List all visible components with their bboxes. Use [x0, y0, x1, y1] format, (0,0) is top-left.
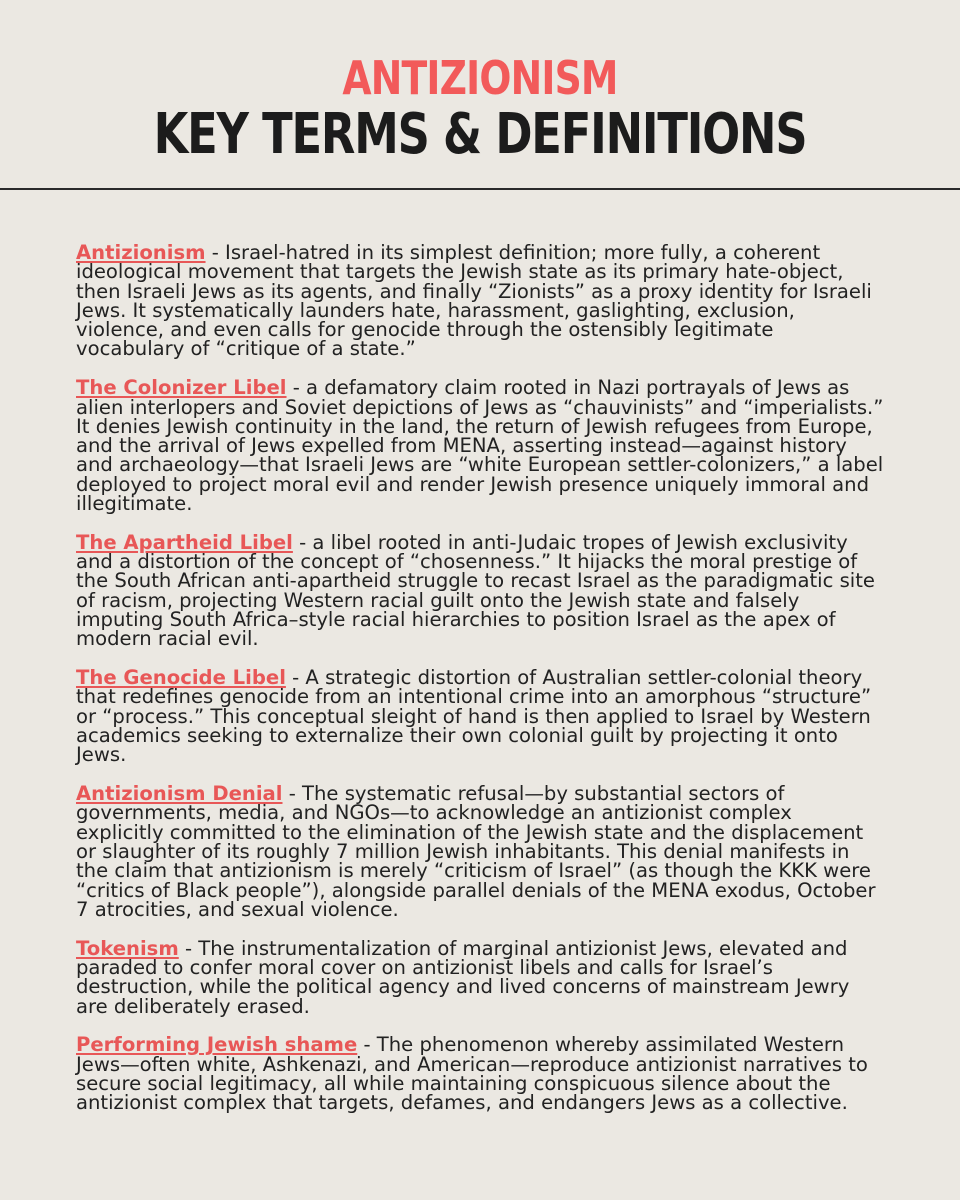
term-genocide-libel: The Genocide Libel: [76, 666, 286, 690]
definition-entry-antizionism: [76, 243, 884, 359]
header: [0, 52, 960, 166]
term-colonizer-libel: The Colonizer Libel: [76, 376, 287, 400]
definition-entry-colonizer-libel: [76, 376, 884, 516]
header-divider: [0, 188, 960, 190]
definition-text: - Israel-hatred in its simplest definition; more fully, a coherent ideological movement that targets the Jewish state as its primary hate-object, then Israeli Jews as its agents, and finally “Zionists” as a proxy identity for Israeli Jews. It systematically launders hate, harassment, gaslighting, exclusion, violence, and even calls for genocide through the ostensibly legitimate vocabulary of “critique of a state.”: [76, 241, 872, 361]
term-antizionism-denial: Antizionism Denial: [76, 782, 283, 806]
term-antizionism: Antizionism: [76, 241, 206, 264]
term-performing-jewish-shame: Performing Jewish shame: [76, 1033, 358, 1057]
definition-entry-antizionism-denial: [76, 784, 884, 919]
title-accent: ANTIZIONISM: [342, 51, 618, 105]
term-tokenism: Tokenism: [76, 936, 179, 960]
definition-text: - The instrumentalization of marginal antizionist Jews, elevated and paraded to confer moral cover on antizionist libels and calls for Israel’s destruction, while the political agency and lived concerns of mainstream Jewry are deliberately erased.: [76, 936, 850, 1018]
definition-text: - a defamatory claim rooted in Nazi portrayals of Jews as alien interlopers and Soviet depictions of Jews as “chauvinists” and “imperialists.” It denies Jewish continuity in the land, the return of Jewish refugees from Europe, and the arrival of Jews expelled from MENA, asserting instead—against history and archaeology—that Israeli Jews are “white European settler-colonizers,” a label deployed to project moral evil and render Jewish presence uniquely immoral and illegitimate.: [76, 376, 884, 516]
definition-text: - The systematic refusal—by substantial sectors of governments, media, and NGOs—to acknowledge an antizionist complex explicitly committed to the elimination of the Jewish state and the displacement or slaughter of its roughly 7 million Jewish inhabitants. This denial manifests in the claim that antizionism is merely “criticism of Israel” (as though the KKK were “critics of Black people”), alongside parallel denials of the MENA exodus, October 7 atrocities, and sexual violence.: [76, 782, 876, 921]
definition-entry-apartheid-libel: [76, 530, 884, 651]
term-apartheid-libel: The Apartheid Libel: [76, 530, 293, 554]
definition-entry-performing-jewish-shame: [76, 1033, 884, 1115]
definition-text: - A strategic distortion of Australian settler-colonial theory that redefines genocide from an intentional crime into an amorphous “structure” or “process.” This conceptual sleight of hand is then applied to Israel by Western academics seeking to externalize their own colonial guilt by projecting it onto Jews.: [76, 666, 872, 767]
definitions-list: [76, 243, 884, 1132]
page-title: KEY TERMS & DEFINITIONS: [153, 102, 807, 167]
definition-text: - a libel rooted in anti-Judaic tropes of Jewish exclusivity and a distortion of the concept of “chosenness.” It hijacks the moral prestige of the South African anti-apartheid struggle to recast Israel as the paradigmatic site of racism, projecting Western racial guilt onto the Jewish state and falsely imputing South Africa–style racial hierarchies to position Israel as the apex of modern racial evil.: [76, 530, 875, 651]
definition-text: - The phenomenon whereby assimilated Western Jews—often white, Ashkenazi, and American—reproduce antizionist narratives to secure social legitimacy, all while maintaining conspicuous silence about the antizionist complex that targets, defames, and endangers Jews as a collective.: [76, 1033, 868, 1115]
definition-entry-tokenism: [76, 936, 884, 1018]
definition-entry-genocide-libel: [76, 666, 884, 767]
